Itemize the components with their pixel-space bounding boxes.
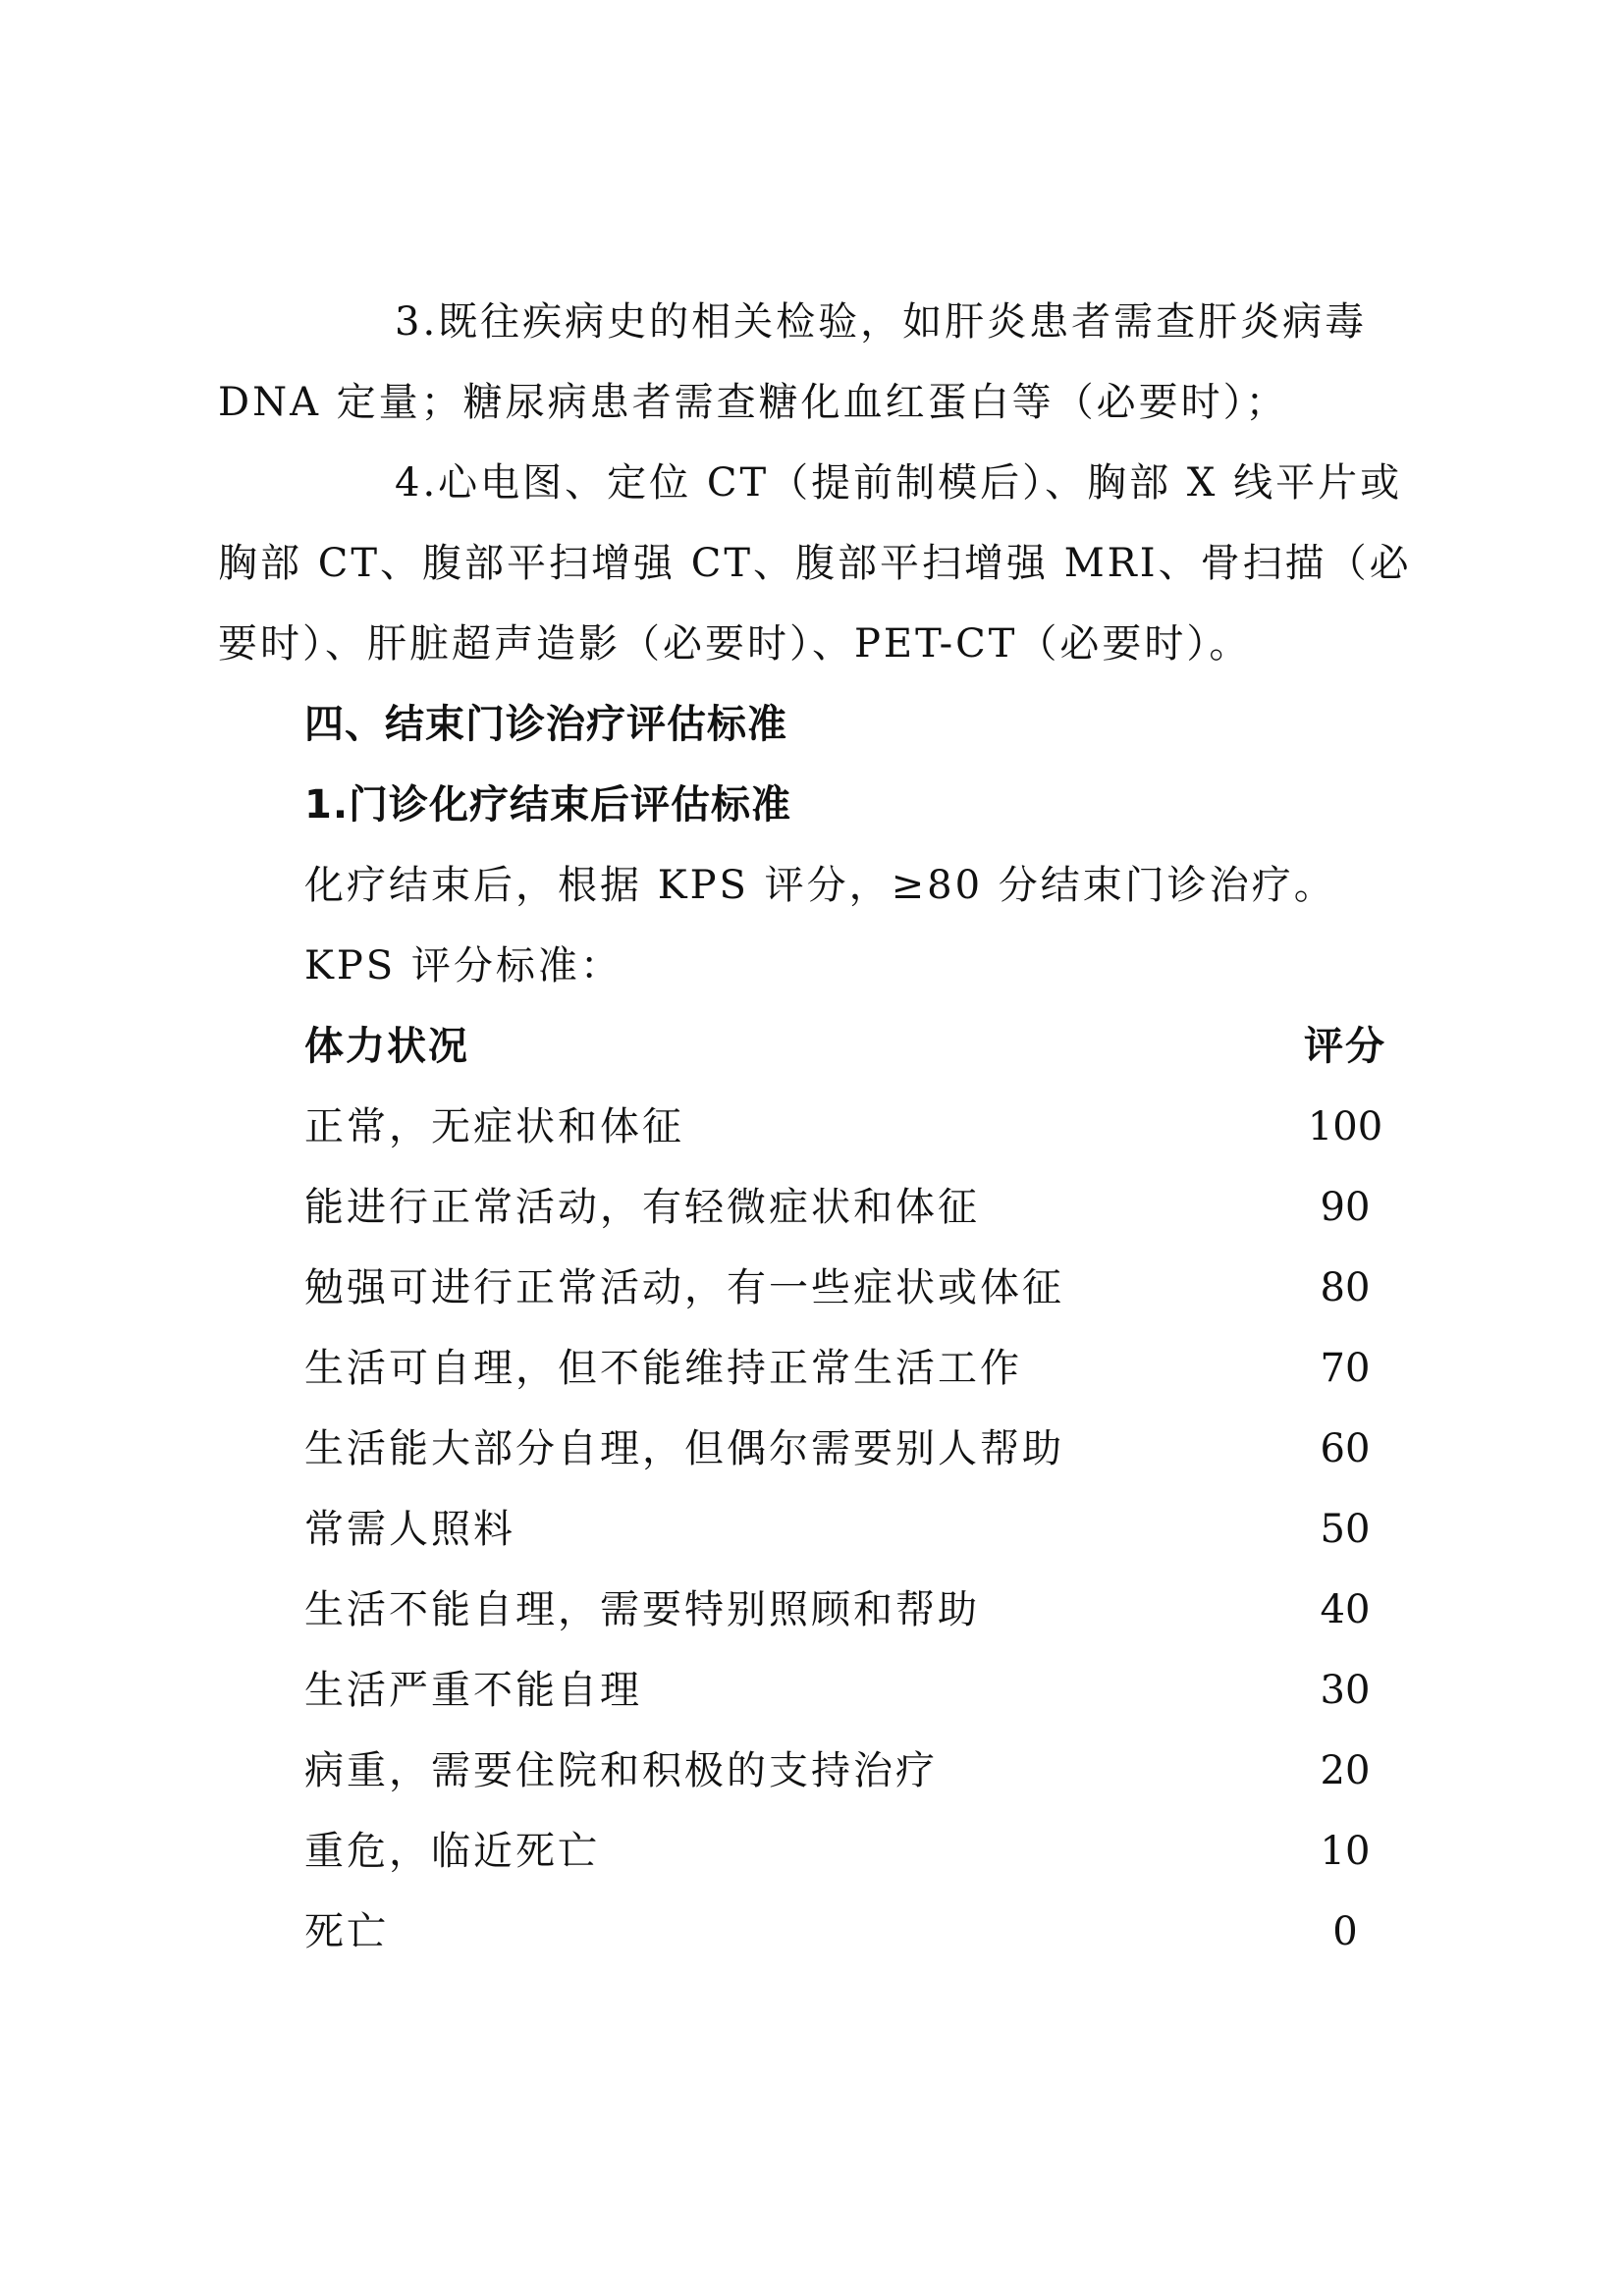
kps-score: 40 <box>1320 1587 1371 1632</box>
kps-condition: 死亡 <box>304 1909 389 1954</box>
kps-condition: 生活不能自理，需要特别照顾和帮助 <box>304 1587 980 1632</box>
kps-condition: 正常，无症状和体征 <box>304 1104 684 1149</box>
kps-score: 10 <box>1320 1829 1371 1874</box>
kps-condition: 生活可自理，但不能维持正常生活工作 <box>304 1346 1022 1391</box>
kps-score: 30 <box>1320 1668 1371 1713</box>
kps-row <box>304 1743 1394 1798</box>
kps-condition: 生活严重不能自理 <box>304 1668 642 1713</box>
kps-intro: KPS 评分标准： <box>304 943 623 988</box>
kps-score: 60 <box>1320 1426 1371 1471</box>
kps-row <box>304 1824 1394 1879</box>
kps-score: 0 <box>1332 1909 1358 1954</box>
kps-table-header <box>304 1019 1394 1074</box>
kps-row <box>304 1099 1394 1154</box>
paragraph-4-line-1: 4.心电图、定位 CT（提前制模后）、胸部 X 线平片或 <box>395 460 1403 506</box>
kps-condition: 能进行正常活动，有轻微症状和体征 <box>304 1185 980 1230</box>
paragraph-3-line-1: 3.既往疾病史的相关检验，如肝炎患者需查肝炎病毒 <box>395 299 1368 345</box>
section-heading: 四、结束门诊治疗评估标准 <box>304 702 787 747</box>
kps-condition: 生活能大部分自理，但偶尔需要别人帮助 <box>304 1426 1064 1471</box>
kps-row <box>304 1341 1394 1396</box>
kps-row <box>304 1260 1394 1315</box>
kps-row <box>304 1180 1394 1235</box>
paragraph-3-line-2: DNA 定量；糖尿病患者需查糖化血红蛋白等（必要时）； <box>218 380 1288 425</box>
kps-score: 50 <box>1320 1507 1371 1552</box>
section-subheading: 1.门诊化疗结束后评估标准 <box>304 782 792 828</box>
kps-row <box>304 1502 1394 1557</box>
kps-condition: 勉强可进行正常活动，有一些症状或体征 <box>304 1265 1064 1310</box>
kps-condition: 重危，临近死亡 <box>304 1829 600 1874</box>
kps-row <box>304 1421 1394 1476</box>
criteria-text: 化疗结束后，根据 KPS 评分，≥80 分结束门诊治疗。 <box>304 863 1336 908</box>
kps-score: 80 <box>1320 1265 1371 1310</box>
kps-header-condition: 体力状况 <box>304 1024 469 1069</box>
kps-row <box>304 1904 1394 1959</box>
kps-header-score: 评分 <box>1304 1024 1386 1069</box>
paragraph-4-line-2: 胸部 CT、腹部平扫增强 CT、腹部平扫增强 MRI、骨扫描（必 <box>218 541 1412 586</box>
paragraph-4-line-3: 要时）、肝脏超声造影（必要时）、PET-CT（必要时）。 <box>218 621 1252 667</box>
kps-score: 20 <box>1320 1748 1371 1793</box>
kps-score: 100 <box>1307 1104 1383 1149</box>
kps-score: 90 <box>1320 1185 1371 1230</box>
kps-row <box>304 1663 1394 1718</box>
kps-score: 70 <box>1320 1346 1371 1391</box>
kps-condition: 常需人照料 <box>304 1507 515 1552</box>
kps-condition: 病重，需要住院和积极的支持治疗 <box>304 1748 938 1793</box>
kps-row <box>304 1582 1394 1637</box>
